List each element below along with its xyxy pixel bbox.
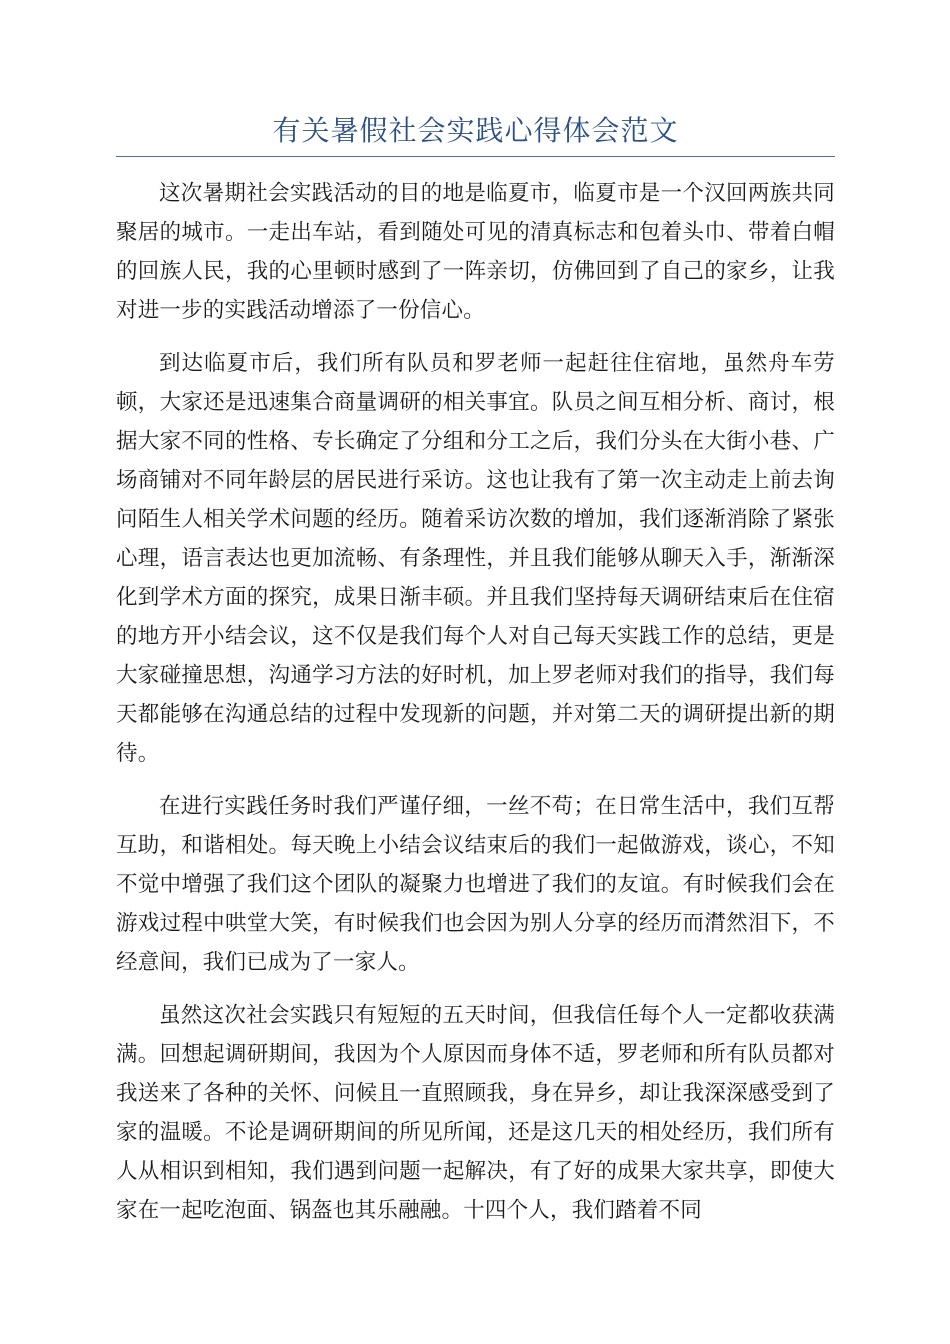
title-block	[116, 108, 835, 157]
document-body	[116, 174, 835, 1244]
paragraph-1: 这次暑期社会实践活动的目的地是临夏市，临夏市是一个汉回两族共同聚居的城市。一走出车站，看到随处可见的清真标志和包着头巾、带着白帽的回族人民，我的心里顿时感到了一阵亲切，仿佛回到了自己的家乡，让我对进一步的实践活动增添了一份信心。	[116, 181, 835, 323]
document-title: 有关暑假社会实践心得体会范文	[272, 114, 679, 147]
paragraph-3: 在进行实践任务时我们严谨仔细，一丝不苟；在日常生活中，我们互帮互助，和谐相处。每天晚上小结会议结束后的我们一起做游戏，谈心，不知不觉中增强了我们这个团队的凝聚力也增进了我们的友谊。有时候我们会在游戏过程中哄堂大笑，有时候我们也会因为别人分享的经历而潸然泪下，不经意间，我们已成为了一家人。	[116, 794, 835, 975]
paragraph-2: 到达临夏市后，我们所有队员和罗老师一起赶往住宿地，虽然舟车劳顿，大家还是迅速集合商量调研的相关事宜。队员之间互相分析、商讨，根据大家不同的性格、专长确定了分组和分工之后，我们分头在大街小巷、广场商铺对不同年龄层的居民进行采访。这也让我有了第一次主动走上前去询问陌生人相关学术问题的经历。随着采访次数的增加，我们逐渐消除了紧张心理，语言表达也更加流畅、有条理性，并且我们能够从聊天入手，渐渐深化到学术方面的探究，成果日渐丰硕。并且我们坚持每天调研结束后在住宿的地方开小结会议，这不仅是我们每个人对自己每天实践工作的总结，更是大家碰撞思想，沟通学习方法的好时机，加上罗老师对我们的指导，我们每天都能够在沟通总结的过程中发现新的问题，并对第二天的调研提出新的期待。	[116, 351, 835, 766]
paragraph-4: 虽然这次社会实践只有短短的五天时间，但我信任每个人一定都收获满满。回想起调研期间，我因为个人原因而身体不适，罗老师和所有队员都对我送来了各种的关怀、问候且一直照顾我，身在异乡，却让我深深感受到了家的温暖。不论是调研期间的所见所闻，还是这几天的相处经历，我们所有人从相识到相知，我们遇到问题一起解决，有了好的成果大家共享，即使大家在一起吃泡面、锅盔也其乐融融。十四个人，我们踏着不同	[116, 1003, 835, 1223]
